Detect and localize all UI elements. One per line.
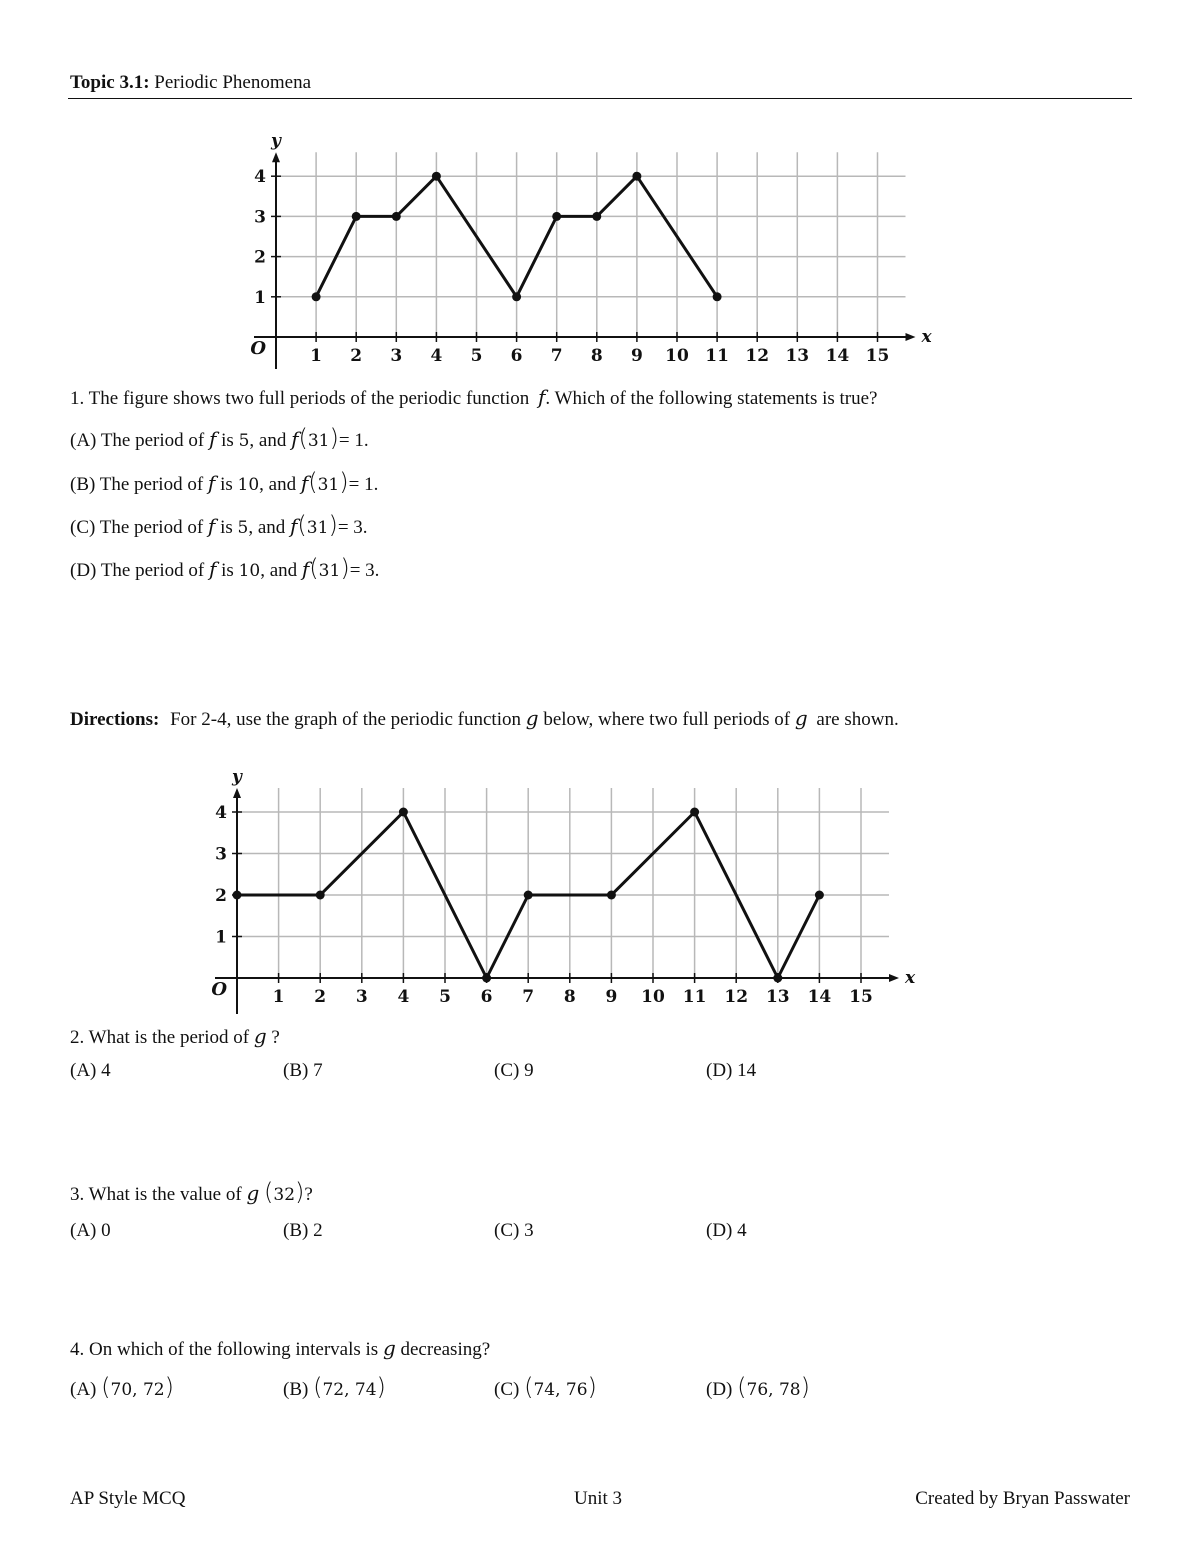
q1-stem-text: The figure shows two full periods of the periodic function [88,388,530,409]
q3-stem: 3. What is the value of g (32)? [70,1178,313,1206]
f-y-tick-label: 4 [254,167,266,188]
g-y-axis-label: y [232,767,242,787]
f-point [392,212,401,221]
f-y-tick-label: 3 [254,207,266,228]
topic-title: Periodic Phenomena [154,72,312,93]
q2-stem [70,1024,280,1049]
footer-right: Created by Bryan Passwater [915,1488,1130,1509]
g-y-tick-label: 3 [215,844,227,865]
g-y-tick-label: 4 [215,803,227,823]
q2-stem-text: What is the period of [88,1027,250,1048]
g-x-tick-label: 2 [314,987,327,1007]
q4-number: 4. [70,1339,85,1360]
f-x-tick-label: 6 [510,346,523,366]
q2-fn: g [253,1024,267,1048]
q4-end: decreasing? [400,1339,491,1360]
f-point [592,212,601,221]
f-x-tick-label: 2 [350,346,363,366]
q3-number: 3. [70,1184,85,1205]
q1-fn: f [538,385,546,409]
q4-choice-b[interactable]: (B) (72, 74) [283,1373,386,1401]
g-x-tick-label: 13 [765,987,790,1007]
f-origin-label: O [250,338,266,359]
g-y-tick-label: 2 [215,886,227,906]
q1-choice-c[interactable]: (C) The period of f is 5, and f(31)= 3. [70,511,368,539]
g-x-tick-label: 5 [439,987,451,1007]
f-x-arrow [906,333,916,341]
f-y-axis-label: y [271,131,281,152]
f-x-tick-label: 4 [430,346,443,366]
f-x-tick-label: 12 [745,346,770,366]
q4-stem [70,1336,490,1361]
f-point [432,172,441,181]
g-x-tick-label: 8 [563,987,576,1007]
f-point [713,292,722,301]
f-point [552,212,561,221]
f-x-tick-label: 5 [470,346,483,366]
q4-choice-d[interactable]: (D) (76, 78) [706,1373,810,1401]
q3-choice-d[interactable]: (D) 4 [706,1220,747,1241]
q4-choice-c[interactable]: (C) (74, 76) [494,1373,597,1401]
g-x-tick-label: 12 [724,987,749,1007]
q3-end: ? [304,1184,313,1205]
f-x-tick-label: 1 [310,346,323,366]
directions-fn-2: g [794,706,808,730]
f-point [512,292,521,301]
q4-choice-a[interactable]: (A) (70, 72) [70,1373,174,1401]
f-x-axis-label: x [921,327,932,347]
q2-choice-c[interactable]: (C) 9 [494,1060,534,1081]
f-point [632,172,641,181]
q3-choice-c[interactable]: (C) 3 [494,1220,534,1241]
g-x-tick-label: 11 [682,987,707,1007]
q2-end: ? [271,1027,280,1048]
f-y-arrow [272,152,280,162]
q4-fn: g [382,1336,396,1360]
q3-choice-b[interactable]: (B) 2 [283,1220,323,1241]
f-x-tick-label: 9 [630,346,643,366]
directions-fn-1: g [525,706,539,730]
f-x-tick-label: 15 [865,346,890,366]
g-x-axis-label: x [905,968,916,988]
g-x-tick-label: 1 [272,987,285,1007]
directions-text2: below, where two full periods of [543,709,791,730]
directions-text1: For 2-4, use the graph of the periodic function [170,709,521,730]
q2-choice-a[interactable]: (A) 4 [70,1060,111,1081]
f-x-tick-label: 8 [590,346,603,366]
q2-number: 2. [70,1027,85,1048]
f-x-tick-label: 14 [825,346,850,366]
g-x-tick-label: 9 [605,987,618,1007]
directions [70,706,899,731]
g-x-tick-label: 15 [849,987,873,1007]
q2-choice-b[interactable]: (B) 7 [283,1060,323,1081]
g-origin-label: O [211,979,227,1000]
q1-stem-end: . Which of the following statements is true? [545,388,878,409]
q1-choice-b[interactable]: (B) The period of f is 10, and f(31)= 1. [70,468,379,496]
directions-text3: are shown. [816,709,899,730]
q4-stem-text: On which of the following intervals is [89,1339,379,1360]
topic-label: Topic 3.1: [70,72,150,93]
g-x-tick-label: 4 [397,987,410,1007]
g-x-tick-label: 7 [522,987,535,1007]
footer-center: Unit 3 [574,1488,623,1509]
q3-fn: g [246,1181,260,1205]
f-x-tick-label: 7 [550,346,563,366]
f-y-tick-label: 2 [254,247,266,268]
f-x-tick-label: 10 [665,346,689,366]
f-x-tick-label: 11 [705,346,729,366]
g-y-tick-label: 1 [215,927,227,948]
q1-number: 1. [70,388,85,409]
g-x-tick-label: 3 [355,987,368,1007]
q1-choice-a[interactable]: (A) The period of f is 5, and f(31)= 1. [70,424,369,452]
q1-stem [70,385,878,410]
f-x-tick-label: 13 [785,346,810,366]
q3-arg: 32 [273,1185,296,1205]
f-point [312,292,321,301]
g-x-tick-label: 6 [480,987,493,1007]
g-x-tick-label: 14 [807,987,832,1007]
g-x-tick-label: 10 [641,987,665,1007]
q1-choice-d[interactable]: (D) The period of f is 10, and f(31)= 3. [70,554,380,582]
f-x-tick-label: 3 [390,346,403,366]
q3-choice-a[interactable]: (A) 0 [70,1220,111,1241]
q3-stem-text: What is the value of [88,1184,242,1205]
f-point [352,212,361,221]
footer-left: AP Style MCQ [70,1488,186,1509]
directions-label: Directions: [70,709,160,730]
f-y-tick-label: 1 [254,287,266,308]
q2-choice-d[interactable]: (D) 14 [706,1060,757,1081]
